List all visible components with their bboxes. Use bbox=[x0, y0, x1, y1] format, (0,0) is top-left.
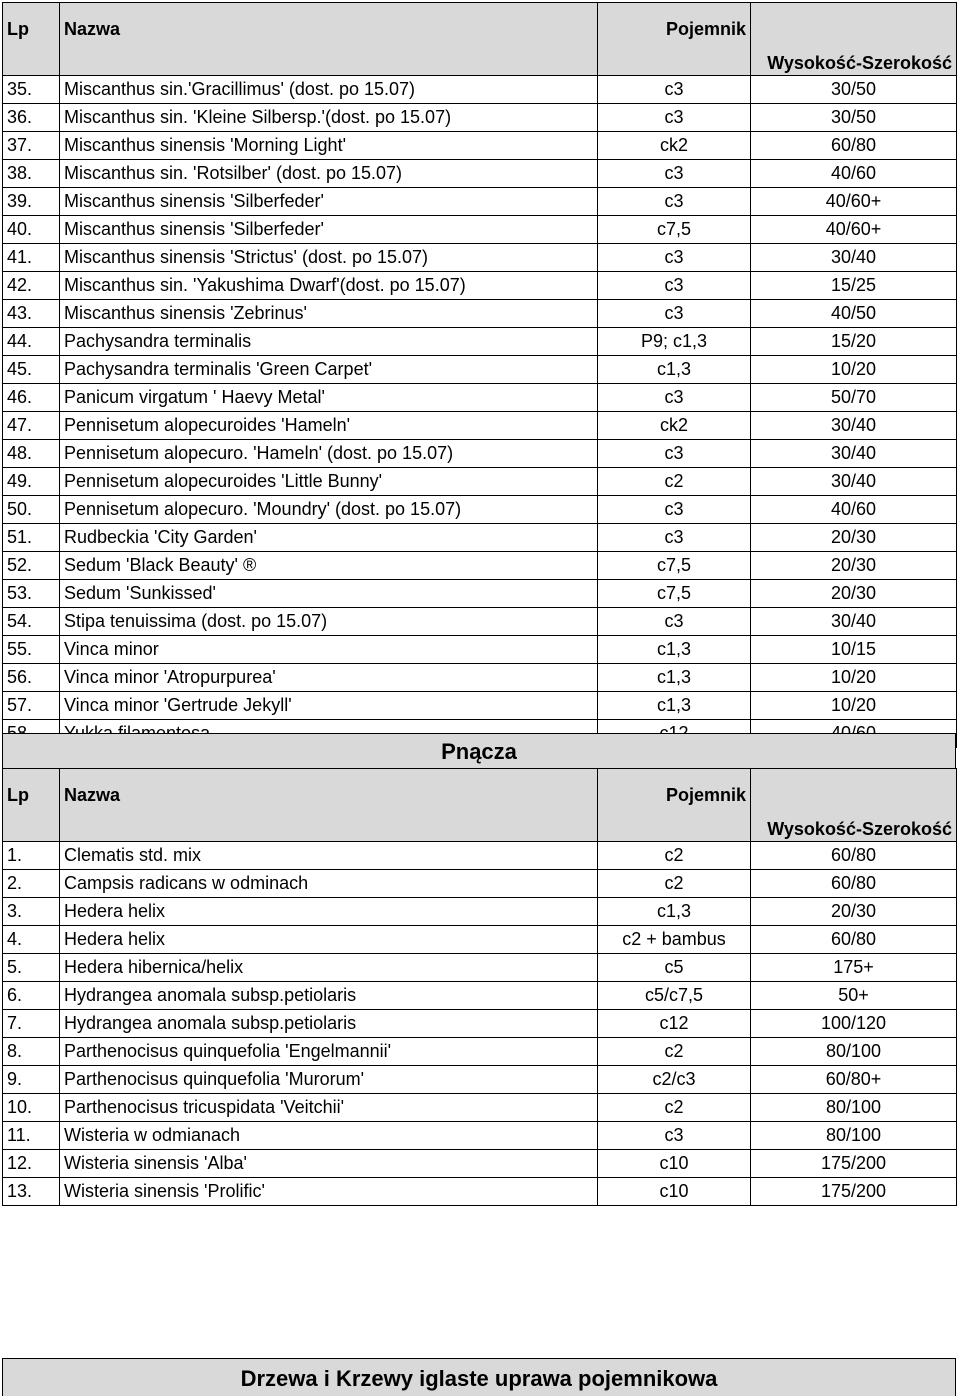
table-row bbox=[3, 496, 957, 524]
cell-lp: 7. bbox=[3, 1010, 60, 1038]
cell-size: 60/80 bbox=[751, 842, 957, 870]
cell-name: Sedum 'Black Beauty' ® bbox=[60, 552, 598, 580]
cell-name: Vinca minor 'Gertrude Jekyll' bbox=[60, 692, 598, 720]
cell-container: c3 bbox=[598, 160, 751, 188]
table-row bbox=[3, 384, 957, 412]
cell-lp: 57. bbox=[3, 692, 60, 720]
table-row bbox=[3, 1066, 957, 1094]
header-lp: Lp bbox=[3, 769, 60, 842]
table-row bbox=[3, 636, 957, 664]
cell-size: 60/80 bbox=[751, 926, 957, 954]
plant-table-2 bbox=[2, 768, 957, 1206]
cell-name: Pachysandra terminalis bbox=[60, 328, 598, 356]
cell-lp: 37. bbox=[3, 132, 60, 160]
cell-lp: 6. bbox=[3, 982, 60, 1010]
cell-size: 175+ bbox=[751, 954, 957, 982]
cell-lp: 47. bbox=[3, 412, 60, 440]
cell-size: 80/100 bbox=[751, 1122, 957, 1150]
table-row bbox=[3, 1038, 957, 1066]
cell-size: 40/60+ bbox=[751, 216, 957, 244]
cell-size: 60/80+ bbox=[751, 1066, 957, 1094]
cell-name: Parthenocisus quinquefolia 'Murorum' bbox=[60, 1066, 598, 1094]
table-row bbox=[3, 300, 957, 328]
cell-size: 30/50 bbox=[751, 76, 957, 104]
cell-size: 50/70 bbox=[751, 384, 957, 412]
cell-name: Stipa tenuissima (dost. po 15.07) bbox=[60, 608, 598, 636]
table-row bbox=[3, 468, 957, 496]
cell-name: Parthenocisus quinquefolia 'Engelmannii' bbox=[60, 1038, 598, 1066]
cell-container: c3 bbox=[598, 244, 751, 272]
cell-size: 30/50 bbox=[751, 104, 957, 132]
table-row bbox=[3, 132, 957, 160]
cell-name: Pennisetum alopecuroides 'Little Bunny' bbox=[60, 468, 598, 496]
cell-lp: 8. bbox=[3, 1038, 60, 1066]
cell-lp: 56. bbox=[3, 664, 60, 692]
cell-name: Pennisetum alopecuro. 'Moundry' (dost. po 15.07) bbox=[60, 496, 598, 524]
cell-lp: 50. bbox=[3, 496, 60, 524]
table-row bbox=[3, 1178, 957, 1206]
cell-name: Sedum 'Sunkissed' bbox=[60, 580, 598, 608]
cell-name: Hedera helix bbox=[60, 926, 598, 954]
cell-container: c3 bbox=[598, 384, 751, 412]
cell-size: 10/15 bbox=[751, 636, 957, 664]
cell-lp: 39. bbox=[3, 188, 60, 216]
cell-name: Clematis std. mix bbox=[60, 842, 598, 870]
table-row bbox=[3, 1094, 957, 1122]
cell-lp: 11. bbox=[3, 1122, 60, 1150]
cell-container: c1,3 bbox=[598, 356, 751, 384]
header-name: Nazwa bbox=[60, 769, 598, 842]
cell-container: c3 bbox=[598, 104, 751, 132]
cell-size: 15/25 bbox=[751, 272, 957, 300]
cell-size: 40/60 bbox=[751, 160, 957, 188]
table-row bbox=[3, 842, 957, 870]
cell-name: Hedera hibernica/helix bbox=[60, 954, 598, 982]
cell-container: c2 bbox=[598, 1094, 751, 1122]
cell-container: c7,5 bbox=[598, 580, 751, 608]
cell-container: c1,3 bbox=[598, 692, 751, 720]
cell-container: c3 bbox=[598, 272, 751, 300]
table-row bbox=[3, 412, 957, 440]
cell-container: c5/c7,5 bbox=[598, 982, 751, 1010]
cell-size: 30/40 bbox=[751, 468, 957, 496]
cell-lp: 38. bbox=[3, 160, 60, 188]
cell-size: 175/200 bbox=[751, 1178, 957, 1206]
header-lp: Lp bbox=[3, 3, 60, 76]
cell-container: c3 bbox=[598, 188, 751, 216]
cell-container: c1,3 bbox=[598, 636, 751, 664]
cell-container: c2 bbox=[598, 842, 751, 870]
cell-lp: 1. bbox=[3, 842, 60, 870]
table-row bbox=[3, 692, 957, 720]
cell-size: 30/40 bbox=[751, 412, 957, 440]
cell-size: 30/40 bbox=[751, 244, 957, 272]
cell-size: 20/30 bbox=[751, 898, 957, 926]
cell-name: Wisteria sinensis 'Prolific' bbox=[60, 1178, 598, 1206]
cell-container: ck2 bbox=[598, 412, 751, 440]
plant-table-1 bbox=[2, 2, 957, 748]
cell-name: Pennisetum alopecuro. 'Hameln' (dost. po 15.07) bbox=[60, 440, 598, 468]
cell-size: 40/50 bbox=[751, 300, 957, 328]
cell-name: Miscanthus sinensis 'Zebrinus' bbox=[60, 300, 598, 328]
cell-name: Miscanthus sinensis 'Silberfeder' bbox=[60, 188, 598, 216]
cell-size: 20/30 bbox=[751, 552, 957, 580]
cell-size: 10/20 bbox=[751, 356, 957, 384]
cell-container: c3 bbox=[598, 496, 751, 524]
cell-size: 80/100 bbox=[751, 1094, 957, 1122]
cell-container: ck2 bbox=[598, 132, 751, 160]
cell-name: Panicum virgatum ' Haevy Metal' bbox=[60, 384, 598, 412]
cell-lp: 54. bbox=[3, 608, 60, 636]
cell-lp: 45. bbox=[3, 356, 60, 384]
table-row bbox=[3, 244, 957, 272]
cell-name: Pennisetum alopecuroides 'Hameln' bbox=[60, 412, 598, 440]
section-title-climbers: Pnącza bbox=[2, 733, 956, 769]
cell-name: Campsis radicans w odminach bbox=[60, 870, 598, 898]
section-title-conifers: Drzewa i Krzewy iglaste uprawa pojemnikowa bbox=[2, 1358, 956, 1396]
cell-container: P9; c1,3 bbox=[598, 328, 751, 356]
cell-container: c2 bbox=[598, 468, 751, 496]
table-row bbox=[3, 552, 957, 580]
cell-lp: 13. bbox=[3, 1178, 60, 1206]
table-row bbox=[3, 524, 957, 552]
cell-lp: 42. bbox=[3, 272, 60, 300]
table-row bbox=[3, 608, 957, 636]
table-row bbox=[3, 580, 957, 608]
cell-name: Rudbeckia 'City Garden' bbox=[60, 524, 598, 552]
cell-name: Parthenocisus tricuspidata 'Veitchii' bbox=[60, 1094, 598, 1122]
cell-container: c3 bbox=[598, 440, 751, 468]
cell-size: 20/30 bbox=[751, 580, 957, 608]
cell-container: c12 bbox=[598, 1010, 751, 1038]
table-row bbox=[3, 898, 957, 926]
cell-container: c3 bbox=[598, 1122, 751, 1150]
cell-lp: 35. bbox=[3, 76, 60, 104]
cell-size: 10/20 bbox=[751, 664, 957, 692]
cell-size: 80/100 bbox=[751, 1038, 957, 1066]
cell-size: 50+ bbox=[751, 982, 957, 1010]
cell-size: 175/200 bbox=[751, 1150, 957, 1178]
cell-size: 30/40 bbox=[751, 608, 957, 636]
table-row bbox=[3, 356, 957, 384]
cell-container: c2 bbox=[598, 870, 751, 898]
cell-name: Hydrangea anomala subsp.petiolaris bbox=[60, 1010, 598, 1038]
cell-lp: 43. bbox=[3, 300, 60, 328]
table-row bbox=[3, 160, 957, 188]
table-row bbox=[3, 926, 957, 954]
cell-lp: 40. bbox=[3, 216, 60, 244]
header-container: Pojemnik bbox=[598, 3, 751, 76]
cell-size: 60/80 bbox=[751, 132, 957, 160]
cell-lp: 3. bbox=[3, 898, 60, 926]
cell-lp: 9. bbox=[3, 1066, 60, 1094]
cell-name: Miscanthus sin. 'Yakushima Dwarf'(dost. po 15.07) bbox=[60, 272, 598, 300]
table-row bbox=[3, 1150, 957, 1178]
table-row bbox=[3, 664, 957, 692]
cell-container: c7,5 bbox=[598, 552, 751, 580]
cell-lp: 49. bbox=[3, 468, 60, 496]
cell-name: Hydrangea anomala subsp.petiolaris bbox=[60, 982, 598, 1010]
cell-name: Miscanthus sin. 'Rotsilber' (dost. po 15.07) bbox=[60, 160, 598, 188]
header-container: Pojemnik bbox=[598, 769, 751, 842]
cell-name: Miscanthus sin.'Gracillimus' (dost. po 15.07) bbox=[60, 76, 598, 104]
cell-size: 40/60+ bbox=[751, 188, 957, 216]
cell-container: c2/c3 bbox=[598, 1066, 751, 1094]
table-header-row bbox=[3, 3, 957, 76]
cell-size: 100/120 bbox=[751, 1010, 957, 1038]
cell-size: 10/20 bbox=[751, 692, 957, 720]
cell-size: 20/30 bbox=[751, 524, 957, 552]
cell-name: Vinca minor 'Atropurpurea' bbox=[60, 664, 598, 692]
table-row bbox=[3, 1122, 957, 1150]
cell-container: c3 bbox=[598, 76, 751, 104]
cell-container: c10 bbox=[598, 1178, 751, 1206]
table-row bbox=[3, 440, 957, 468]
cell-name: Hedera helix bbox=[60, 898, 598, 926]
header-size: Wysokość-Szerokość bbox=[751, 769, 957, 842]
cell-name: Wisteria w odmianach bbox=[60, 1122, 598, 1150]
cell-size: 30/40 bbox=[751, 440, 957, 468]
cell-size: 15/20 bbox=[751, 328, 957, 356]
cell-container: c5 bbox=[598, 954, 751, 982]
cell-size: 40/60 bbox=[751, 496, 957, 524]
table-row bbox=[3, 982, 957, 1010]
cell-lp: 44. bbox=[3, 328, 60, 356]
cell-lp: 46. bbox=[3, 384, 60, 412]
table-row bbox=[3, 328, 957, 356]
cell-name: Miscanthus sinensis 'Strictus' (dost. po 15.07) bbox=[60, 244, 598, 272]
cell-name: Pachysandra terminalis 'Green Carpet' bbox=[60, 356, 598, 384]
cell-container: c2 + bambus bbox=[598, 926, 751, 954]
cell-lp: 53. bbox=[3, 580, 60, 608]
cell-container: c3 bbox=[598, 608, 751, 636]
table-row bbox=[3, 76, 957, 104]
cell-name: Wisteria sinensis 'Alba' bbox=[60, 1150, 598, 1178]
cell-name: Vinca minor bbox=[60, 636, 598, 664]
cell-container: c3 bbox=[598, 524, 751, 552]
cell-container: c1,3 bbox=[598, 664, 751, 692]
cell-lp: 51. bbox=[3, 524, 60, 552]
cell-lp: 52. bbox=[3, 552, 60, 580]
table-row bbox=[3, 216, 957, 244]
cell-container: c1,3 bbox=[598, 898, 751, 926]
table-row bbox=[3, 104, 957, 132]
cell-lp: 48. bbox=[3, 440, 60, 468]
cell-lp: 4. bbox=[3, 926, 60, 954]
table-row bbox=[3, 954, 957, 982]
cell-size: 60/80 bbox=[751, 870, 957, 898]
cell-lp: 2. bbox=[3, 870, 60, 898]
cell-name: Miscanthus sinensis 'Morning Light' bbox=[60, 132, 598, 160]
cell-container: c3 bbox=[598, 300, 751, 328]
header-name: Nazwa bbox=[60, 3, 598, 76]
cell-lp: 55. bbox=[3, 636, 60, 664]
cell-container: c7,5 bbox=[598, 216, 751, 244]
table-header-row bbox=[3, 769, 957, 842]
cell-lp: 10. bbox=[3, 1094, 60, 1122]
table-row bbox=[3, 870, 957, 898]
table-row bbox=[3, 1010, 957, 1038]
cell-lp: 36. bbox=[3, 104, 60, 132]
cell-container: c10 bbox=[598, 1150, 751, 1178]
cell-container: c2 bbox=[598, 1038, 751, 1066]
cell-lp: 5. bbox=[3, 954, 60, 982]
cell-name: Miscanthus sin. 'Kleine Silbersp.'(dost. po 15.07) bbox=[60, 104, 598, 132]
cell-lp: 12. bbox=[3, 1150, 60, 1178]
header-size: Wysokość-Szerokość bbox=[751, 3, 957, 76]
table-row bbox=[3, 188, 957, 216]
table-row bbox=[3, 272, 957, 300]
cell-name: Miscanthus sinensis 'Silberfeder' bbox=[60, 216, 598, 244]
cell-lp: 41. bbox=[3, 244, 60, 272]
